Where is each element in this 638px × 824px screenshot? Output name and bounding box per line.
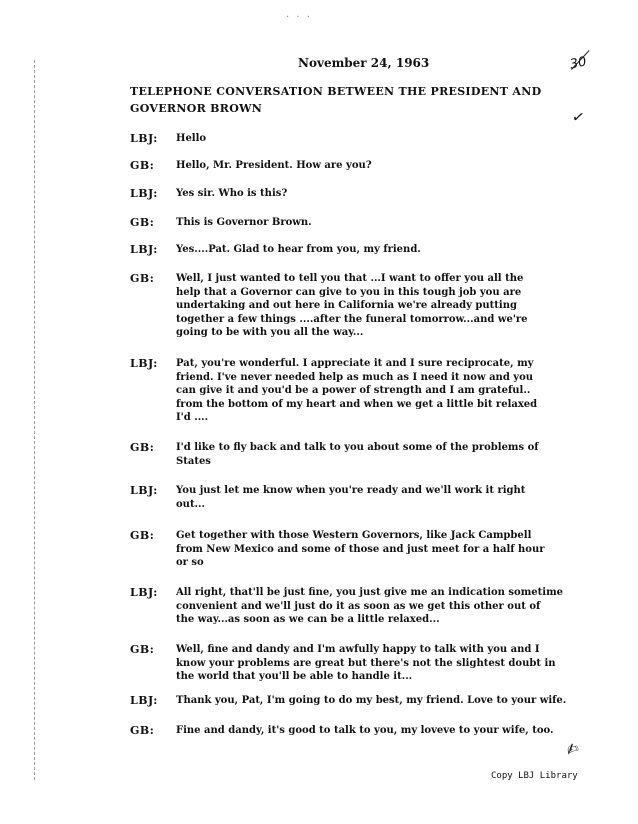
document-title: TELEPHONE CONVERSATION BETWEEN THE PRESIDENT AND GOVERNOR BROWN xyxy=(130,85,542,115)
library-copy-stamp: Copy LBJ Library xyxy=(491,771,578,781)
top-marks: · · · xyxy=(286,12,312,23)
utterance-text: Well, fine and dandy and I'm awfully happy to talk with you and I know your problems are great but there's not the slightest doubt in the world that you'll be able to handle it... xyxy=(176,644,556,682)
speaker-label: LBJ: xyxy=(130,132,158,145)
speaker-label: LBJ: xyxy=(130,586,158,599)
document-date: November 24, 1963 xyxy=(298,56,430,70)
speaker-label: LBJ: xyxy=(130,243,158,256)
utterance-text: I'd like to fly back and talk to you about some of the problems of States xyxy=(176,442,539,467)
speaker-label: LBJ: xyxy=(130,187,158,200)
utterance-text: Fine and dandy, it's good to talk to you, my loveve to your wife, too. xyxy=(176,725,554,736)
speaker-label: GB: xyxy=(130,272,155,285)
speaker-label: GB: xyxy=(130,216,155,229)
speaker-label: GB: xyxy=(130,643,155,656)
utterance-text: Pat, you're wonderful. I appreciate it and I sure reciprocate, my friend. I've never needed help as much as I need it now and you can give it and you'd be a power of strength and I am grateful.. from the bottom of my heart and when we get a little bit relaxed I'd .... xyxy=(176,358,538,423)
utterance-text: All right, that'll be just fine, you just give me an indication sometime convenient and we'll just do it as soon as we get this other out of the way...as soon as we can be a little relaxed... xyxy=(176,587,564,625)
speaker-label: GB: xyxy=(130,441,155,454)
handwritten-initials-icon: ✍ xyxy=(563,738,582,760)
speaker-label: GB: xyxy=(130,724,155,737)
speaker-label: LBJ: xyxy=(130,484,158,497)
binding-edge-line xyxy=(34,60,35,780)
utterance-text: Yes....Pat. Glad to hear from you, my friend. xyxy=(176,244,421,255)
utterance-text: Well, I just wanted to tell you that ...I want to offer you all the help that a Governor can give to you in this tough job you are undertaking and out here in California we're already putting together a few things ....after the funeral tomorrow...and we're going to be with you all the way... xyxy=(176,273,528,338)
utterance-text: Get together with those Western Governors, like Jack Campbell from New Mexico and some of those and just meet for a half hour or so xyxy=(176,530,545,568)
check-mark-icon: ✓ xyxy=(570,107,587,127)
utterance-text: This is Governor Brown. xyxy=(176,217,312,228)
handwritten-page-number: 30 xyxy=(568,54,588,73)
speaker-label: GB: xyxy=(130,529,155,542)
utterance-text: Yes sir. Who is this? xyxy=(176,188,288,199)
utterance-text: Hello, Mr. President. How are you? xyxy=(176,160,372,171)
utterance-text: Hello xyxy=(176,133,207,144)
utterance-text: You just let me know when you're ready and we'll work it right out... xyxy=(176,485,526,510)
speaker-label: LBJ: xyxy=(130,694,158,707)
speaker-label: LBJ: xyxy=(130,357,158,370)
utterance-text: Thank you, Pat, I'm going to do my best, my friend. Love to your wife. xyxy=(176,695,567,706)
speaker-label: GB: xyxy=(130,159,155,172)
